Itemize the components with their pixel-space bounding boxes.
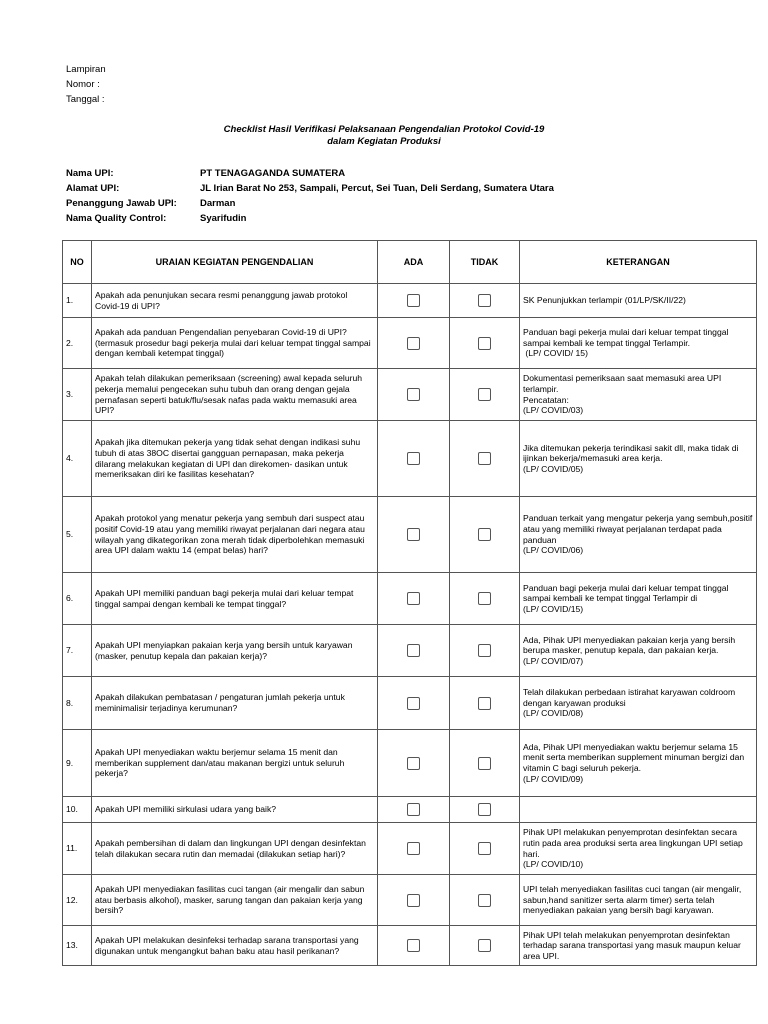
table-row <box>63 625 757 677</box>
row-uraian: Apakah jika ditemukan pekerja yang tidak sehat dengan indikasi suhu tubuh di atas 38OC disertai gangguan pernapasan, maka pekerja dilarang melakukan kegiatan di UPI dan direkomen- dasikan untuk memeriksakan diri ke fasilitas kesehatan? <box>92 421 378 497</box>
row-number: 6. <box>63 573 92 625</box>
row-number: 9. <box>63 730 92 797</box>
info-row <box>66 196 554 211</box>
row-keterangan <box>520 823 757 875</box>
row-keterangan <box>520 797 757 823</box>
row-uraian: Apakah UPI menyediakan fasilitas cuci tangan (air mengalir dan sabun atau berbasis alkohol), masker, sarung tangan dan pakaian kerja yang bersih? <box>92 875 378 926</box>
tidak-checkbox[interactable] <box>478 388 491 401</box>
row-number: 8. <box>63 677 92 730</box>
header-uraian: URAIAN KEGIATAN PENGENDALIAN <box>92 241 378 284</box>
keterangan-line: Panduan bagi pekerja mulai dari keluar tempat tinggal sampai kembali ke tempat tinggal Terlampir. <box>523 327 731 348</box>
row-number: 3. <box>63 369 92 421</box>
keterangan-line: SK Penunjukkan terlampir (01/LP/SK/II/22) <box>523 295 686 306</box>
row-uraian: Apakah ada panduan Pengendalian penyebaran Covid-19 di UPI? (termasuk prosedur bagi pekerja mulai dari keluar tempat tinggal sampai dengan kembali ketempat tinggal) <box>92 318 378 369</box>
tidak-cell <box>450 875 520 926</box>
row-keterangan <box>520 875 757 926</box>
tidak-cell <box>450 625 520 677</box>
tidak-checkbox[interactable] <box>478 528 491 541</box>
ada-checkbox[interactable] <box>407 452 420 465</box>
keterangan-line: Jika ditemukan pekerja terindikasi sakit dll, maka tidak di ijinkan bekerja/memasuki area kerja. <box>523 442 741 464</box>
tidak-cell <box>450 926 520 966</box>
info-row <box>66 181 554 196</box>
keterangan-line: Pihak UPI melakukan penyemprotan desinfektan secara rutin pada area produksi serta area lingkungan UPI setiap hari. <box>523 827 746 859</box>
ada-checkbox[interactable] <box>407 757 420 770</box>
keterangan-line: (LP/ COVID/03) <box>523 405 584 416</box>
keterangan-line: (LP/ COVID/ 15) <box>523 348 588 359</box>
nomor-label: Nomor : <box>66 79 100 90</box>
keterangan-line: UPI telah menyediakan fasilitas cuci tangan (air mengalir, sabun,hand sanitizer serta alarm timer) serta telah menyediakan pakaian yang bersih bagi karyawan. <box>523 884 744 916</box>
row-number: 5. <box>63 497 92 573</box>
tidak-checkbox[interactable] <box>478 842 491 855</box>
ada-cell <box>378 875 450 926</box>
row-number: 13. <box>63 926 92 966</box>
ada-checkbox[interactable] <box>407 803 420 816</box>
row-keterangan <box>520 318 757 369</box>
ada-checkbox[interactable] <box>407 842 420 855</box>
keterangan-line: Panduan terkait yang mengatur pekerja yang sembuh,positif atau yang memiliki riwayat perjalanan terdapat pada panduan <box>523 513 755 545</box>
tidak-checkbox[interactable] <box>478 894 491 907</box>
table-row <box>63 823 757 875</box>
upi-info <box>66 166 554 226</box>
keterangan-line: Ada, Pihak UPI menyediakan pakaian kerja yang bersih berupa masker, penutup kepala, dan pakaian kerja. <box>523 634 738 656</box>
tanggal-label: Tanggal : <box>66 94 105 105</box>
info-label: Nama Quality Control: <box>66 213 167 224</box>
keterangan-line: (LP/ COVID/08) <box>523 708 584 719</box>
ada-cell <box>378 573 450 625</box>
info-value: PT TENAGAGANDA SUMATERA <box>200 168 346 179</box>
row-number: 1. <box>63 284 92 318</box>
row-keterangan <box>520 497 757 573</box>
keterangan-line: Panduan bagi pekerja mulai dari keluar tempat tinggal sampai kembali ke tempat tinggal Terlampir di <box>523 582 731 604</box>
info-label: Nama UPI: <box>66 168 114 179</box>
ada-checkbox[interactable] <box>407 528 420 541</box>
tidak-checkbox[interactable] <box>478 644 491 657</box>
ada-checkbox[interactable] <box>407 592 420 605</box>
tidak-checkbox[interactable] <box>478 592 491 605</box>
keterangan-line: (LP/ COVID/10) <box>523 859 584 870</box>
table-row <box>63 875 757 926</box>
lampiran-label: Lampiran <box>66 64 106 75</box>
tidak-cell <box>450 823 520 875</box>
ada-cell <box>378 421 450 497</box>
row-keterangan <box>520 677 757 730</box>
row-number: 11. <box>63 823 92 875</box>
row-uraian: Apakah protokol yang menatur pekerja yang sembuh dari suspect atau positif Covid-19 atau yang memiliki riwayat perjalanan dari negara atau wilayah yang dikategorikan zona merah tidak diperbolehkan memasuki area UPI dalam waktu 14 (empat belas) hari? <box>92 497 378 573</box>
tidak-cell <box>450 573 520 625</box>
row-keterangan <box>520 369 757 421</box>
ada-cell <box>378 369 450 421</box>
tidak-cell <box>450 497 520 573</box>
info-row <box>66 211 554 226</box>
header-ada: ADA <box>378 241 450 284</box>
tidak-checkbox[interactable] <box>478 452 491 465</box>
row-keterangan <box>520 926 757 966</box>
ada-cell <box>378 625 450 677</box>
keterangan-line: (LP/ COVID/05) <box>523 463 584 474</box>
document-header <box>66 62 106 107</box>
row-keterangan <box>520 730 757 797</box>
keterangan-line: (LP/ COVID/09) <box>523 773 584 784</box>
ada-cell <box>378 497 450 573</box>
table-row <box>63 369 757 421</box>
ada-cell <box>378 823 450 875</box>
row-uraian: Apakah dilakukan pembatasan / pengaturan jumlah pekerja untuk meminimalisir terjadinya kerumunan? <box>92 677 378 730</box>
tidak-cell <box>450 369 520 421</box>
keterangan-line: Dokumentasi pemeriksaan saat memasuki area UPI terlampir. <box>523 373 724 394</box>
tidak-cell <box>450 421 520 497</box>
keterangan-line: Pihak UPI telah melakukan penyemprotan desinfektan terhadap sarana transportasi yang masuk maupun keluar area UPI. <box>523 929 744 961</box>
row-uraian: Apakah UPI memiliki sirkulasi udara yang baik? <box>92 797 378 823</box>
tidak-checkbox[interactable] <box>478 803 491 816</box>
document-title <box>0 124 768 148</box>
tidak-cell <box>450 730 520 797</box>
info-label: Penanggung Jawab UPI: <box>66 198 177 209</box>
ada-cell <box>378 730 450 797</box>
ada-checkbox[interactable] <box>407 697 420 710</box>
info-label: Alamat UPI: <box>66 183 120 194</box>
ada-checkbox[interactable] <box>407 294 420 307</box>
title-line-2: dalam Kegiatan Produksi <box>327 136 441 147</box>
table-row <box>63 797 757 823</box>
row-uraian: Apakah UPI memiliki panduan bagi pekerja mulai dari keluar tempat tinggal sampai dengan kembali ke tempat tinggal? <box>92 573 378 625</box>
keterangan-line: (LP/ COVID/07) <box>523 655 584 666</box>
table-row <box>63 677 757 730</box>
checklist-table <box>62 240 757 966</box>
table-row <box>63 730 757 797</box>
table-row <box>63 497 757 573</box>
ada-cell <box>378 926 450 966</box>
table-row <box>63 421 757 497</box>
ada-cell <box>378 284 450 318</box>
table-row <box>63 284 757 318</box>
row-number: 7. <box>63 625 92 677</box>
tidak-checkbox[interactable] <box>478 337 491 350</box>
keterangan-line: Pencatatan: <box>523 394 569 405</box>
tidak-checkbox[interactable] <box>478 939 491 952</box>
row-keterangan <box>520 421 757 497</box>
info-value: Darman <box>200 198 236 209</box>
row-uraian: Apakah pembersihan di dalam dan lingkungan UPI dengan desinfektan telah dilakukan secara rutin dan memadai (dilakukan setiap hari)? <box>92 823 378 875</box>
row-uraian: Apakah UPI menyediakan waktu berjemur selama 15 menit dan memberikan supplement dan/atau makanan bergizi untuk seluruh pekerja? <box>92 730 378 797</box>
info-value: JL Irian Barat No 253, Sampali, Percut, Sei Tuan, Deli Serdang, Sumatera Utara <box>200 183 554 194</box>
tidak-checkbox[interactable] <box>478 697 491 710</box>
title-line-1: Checklist Hasil Verifikasi Pelaksanaan Pengendalian Protokol Covid-19 <box>223 124 545 135</box>
table-header-row <box>63 241 757 284</box>
table-row <box>63 573 757 625</box>
row-keterangan <box>520 573 757 625</box>
row-number: 10. <box>63 797 92 823</box>
tidak-cell <box>450 318 520 369</box>
keterangan-line: (LP/ COVID/15) <box>523 603 584 614</box>
tidak-cell <box>450 797 520 823</box>
keterangan-line: (LP/ COVID/06) <box>523 545 584 556</box>
tidak-checkbox[interactable] <box>478 757 491 770</box>
row-uraian: Apakah ada penunjukan secara resmi penanggung jawab protokol Covid-19 di UPI? <box>92 284 378 318</box>
tidak-cell <box>450 284 520 318</box>
row-uraian: Apakah UPI melakukan desinfeksi terhadap sarana transportasi yang digunakan untuk mengangkut bahan baku atau hasil perikanan? <box>92 926 378 966</box>
keterangan-line: Telah dilakukan perbedaan istirahat karyawan coldroom dengan karyawan produksi <box>523 687 738 708</box>
row-uraian: Apakah UPI menyiapkan pakaian kerja yang bersih untuk karyawan (masker, penutup kepala dan pakaian kerja)? <box>92 625 378 677</box>
table-row <box>63 926 757 966</box>
info-row <box>66 166 554 181</box>
info-value: Syarifudin <box>200 213 247 224</box>
header-tidak: TIDAK <box>450 241 520 284</box>
ada-checkbox[interactable] <box>407 337 420 350</box>
row-number: 2. <box>63 318 92 369</box>
ada-cell <box>378 677 450 730</box>
tidak-cell <box>450 677 520 730</box>
row-keterangan <box>520 284 757 318</box>
row-keterangan <box>520 625 757 677</box>
tidak-checkbox[interactable] <box>478 294 491 307</box>
header-no: NO <box>63 241 92 284</box>
row-uraian: Apakah telah dilakukan pemeriksaan (screening) awal kepada seluruh pekerja memalui pengecekan suhu tubuh dan orang dengan gejala pernafasan seperti batuk/flu/sesak nafas pada waktu memasuki area UPI? <box>92 369 378 421</box>
header-keterangan: KETERANGAN <box>520 241 757 284</box>
table-row <box>63 318 757 369</box>
row-number: 12. <box>63 875 92 926</box>
ada-checkbox[interactable] <box>407 939 420 952</box>
keterangan-line: Ada, Pihak UPI menyediakan waktu berjemur selama 15 menit serta memberikan supplement minuman bergizi dan vitamin C bagi seluruh pekerja. <box>523 741 747 773</box>
ada-checkbox[interactable] <box>407 894 420 907</box>
row-number: 4. <box>63 421 92 497</box>
ada-cell <box>378 797 450 823</box>
ada-checkbox[interactable] <box>407 644 420 657</box>
ada-cell <box>378 318 450 369</box>
ada-checkbox[interactable] <box>407 388 420 401</box>
